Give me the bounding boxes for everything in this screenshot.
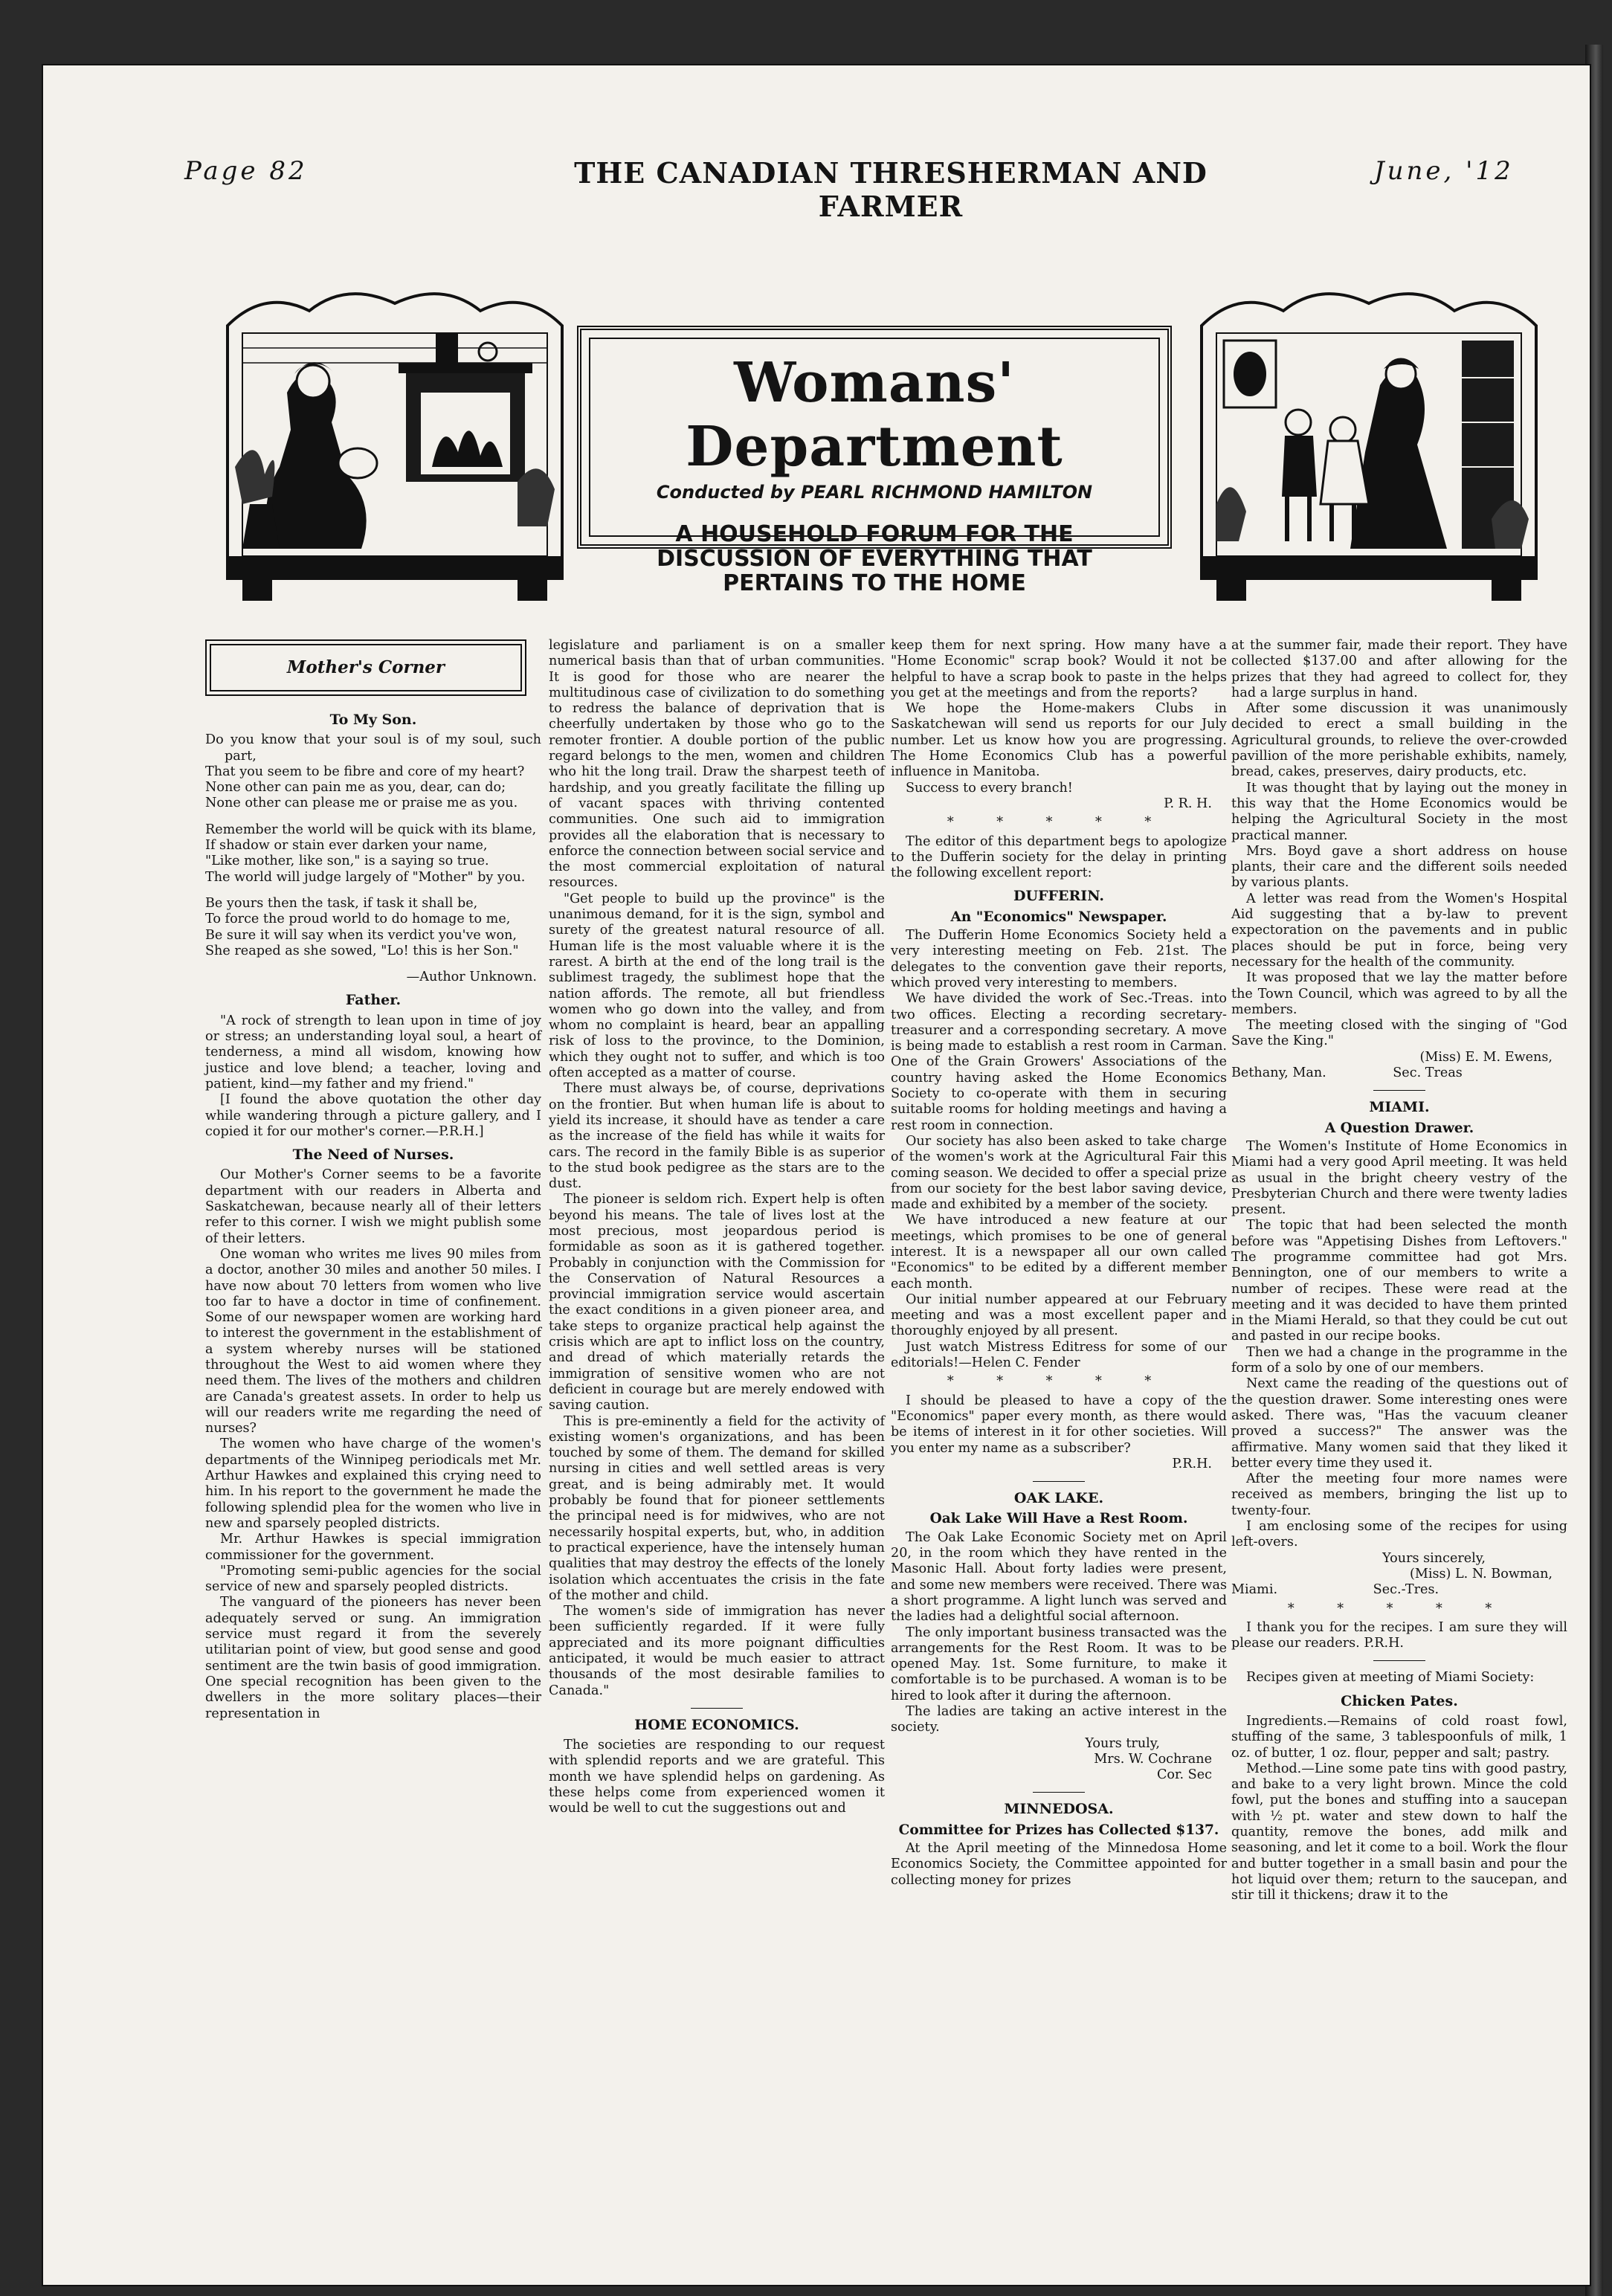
section-stars: * * * * * [947, 815, 1171, 831]
paragraph: keep them for next spring. How many have a "Home Economic" scrap book? Would it not be helpful to have a scrap book to paste in the helps you get at the meetings and from the reports? [891, 638, 1227, 700]
paragraph: Our society has also been asked to take charge of the women's work at the Agricultural Fair this coming season. We decided to offer a special prize from our society for the best labor saving device, made and exhibited by a member of the society. [891, 1133, 1227, 1213]
paragraph: This is pre-eminently a field for the activity of existing women's organizations, and has been touched by some of them. The demand for skilled nursing in cities and well settled areas is very great, and is being admirably met. It would probably be found that for pioneer settlements the principal need is for midwives, who are not necessarily hospital experts, but, who, in addition to practical experience, have the intensely human qualities that may destroy the effects of the lonely isolation which accentuates the crisis in the fate of the mother and child. [549, 1413, 885, 1603]
paragraph: The topic that had been selected the month before was "Appetising Dishes from Leftovers." The programme committee had got Mrs. Bennington, one of our members to write a number of recipes. These were read at the meeting and it was decided to have them printed in the Miami Herald, so that they could be cut out and pasted in our recipe books. [1231, 1218, 1567, 1344]
paragraph: The women who have charge of the women's departments of the Winnipeg periodicals met Mr. Arthur Hawkes and explained this crying need to him. In his report to the government he made the following splendid plea for the women who live in new and sparsely peopled districts. [205, 1436, 541, 1531]
paragraph: The only important business transacted was the arrangements for the Rest Room. It was to be opened May. 1st. Some furniture, to make it comfortable is to be purchased. A woman is to be hired to look after it during the afternoon. [891, 1625, 1227, 1703]
poem-line: None other can please me or praise me as you. [205, 796, 518, 811]
column-4 [1231, 638, 1567, 1904]
poem-line: The world will judge largely of "Mother" by you. [205, 869, 526, 885]
paragraph: After some discussion it was unanimously decided to erect a small building in the Agricultural grounds, to relieve the over-crowded pavillion of the more perishable exhibits, namely, bread, cakes, preserves, dairy products, etc. [1231, 701, 1567, 780]
page-number: Page 82 [184, 156, 308, 186]
poem-line: Remember the world will be quick with its blame, [205, 822, 537, 837]
paragraph: One woman who writes me lives 90 miles from a doctor, another 30 miles and another 50 miles. I have now about 70 letters from women who live too far to have a doctor in time of confinement. Some of our newspaper women are working hard to interest the government in the establishment of a system whereby nurses will be stationed throughout the West to aid women where they need them. The lives of the mothers and children are Canada's greatest assets. In order to help us will our readers write me regarding the need of nurses? [205, 1246, 541, 1436]
department-banner [175, 281, 1544, 616]
paragraph: We have introduced a new feature at our meetings, which promises to be one of general interest. It is a newspaper all our own called "Economics" to be edited by a different member each month. [891, 1213, 1227, 1292]
poem-line: To force the proud world to do homage to me, [205, 912, 511, 927]
paragraph: At the April meeting of the Minnedosa Home Economics Society, the Committee appointed for collecting money for prizes [891, 1841, 1227, 1888]
poem-stanza [205, 896, 541, 959]
signature: P.R.H. [1172, 1456, 1212, 1471]
paragraph: Mr. Arthur Hawkes is special immigration commissioner for the government. [205, 1532, 541, 1563]
mothers-corner-heading: Mother's Corner [205, 639, 526, 696]
paragraph: Success to every branch! [906, 780, 1073, 796]
poem-attribution: —Author Unknown. [406, 970, 537, 985]
paragraph: The Dufferin Home Economics Society held a very interesting meeting on Feb. 21st. The delegates to the convention gave their reports, which proved very interesting to members. [891, 928, 1227, 990]
poem-stanza [205, 822, 541, 886]
section-stars: * * * * * [947, 1374, 1171, 1390]
paragraph: I should be pleased to have a copy of the "Economics" paper every month, as there would be items of interest in it for other societies. Will you enter my name as a subscriber? [891, 1393, 1227, 1456]
paragraph: The women's side of immigration has never been sufficiently regarded. If it were fully appreciated and its more poignant difficulties anticipated, it would be much easier to attract thousands of the most desirable families to Canada." [549, 1604, 885, 1698]
column-2 [549, 638, 885, 1817]
signature: Yours sincerely, [1382, 1550, 1486, 1566]
signature: Cor. Sec [1156, 1767, 1212, 1783]
paragraph: I am enclosing some of the recipes for using left-overs. [1231, 1519, 1567, 1550]
poem-stanza [205, 732, 541, 811]
signature: P. R. H. [1164, 796, 1212, 811]
signature: (Miss) E. M. Ewens, [1419, 1049, 1553, 1065]
paragraph: After the meeting four more names were received as members, bringing the list up to twenty-four. [1231, 1471, 1567, 1518]
paragraph: "Promoting semi-public agencies for the social service of new and sparsely peopled districts. [205, 1563, 541, 1595]
oak-lake-title: OAK LAKE. [1013, 1490, 1104, 1507]
poem-line: Be sure it will say when its verdict you've won, [205, 927, 518, 943]
poem-line: Be yours then the task, if task it shall be, [205, 895, 478, 911]
miami-title: MIAMI. [1369, 1099, 1430, 1116]
signature: Yours truly, [1085, 1735, 1160, 1751]
paragraph: Method.—Line some pate tins with good pastry, and bake to a very light brown. Mince the cold fowl, put the bones and stuffing into a saucepan with ½ pt. water and stew down to half the quantity, remove the bones, add milk and seasoning, and let it come to a boil. Work the flour and butter together in a small basin and pour the hot liquid over them; return to the saucepan, and stir till it thickens; draw it to the [1231, 1761, 1567, 1903]
paragraph: Next came the reading of the questions out of the question drawer. Some interesting ones were asked. There was, "Has the vacuum cleaner proved a success?" The answer was the affirmative. Many women said that they liked it better every time they used it. [1231, 1376, 1567, 1471]
paragraph: Our Mother's Corner seems to be a favorite department with our readers in Alberta and Saskatchewan, because nearly all of their letters refer to this corner. I wish we might publish some of their letters. [205, 1167, 541, 1246]
section-stars: * * * * * [1287, 1601, 1512, 1616]
paragraph: The Oak Lake Economic Society met on April 20, in the room which they have rented in the Masonic Hall. About forty ladies were present, and some new members were received. There was a short programme. A light lunch was served and the ladies had a delightful social afternoon. [891, 1529, 1227, 1625]
section-rule [1033, 1481, 1085, 1482]
paragraph: We hope the Home-makers Clubs in Saskatchewan will send us reports for our July number. Let us know how you are progressing. The Home Economics Club has a powerful influence in Manitoba. [891, 701, 1227, 780]
department-tagline: A HOUSEHOLD FORUM FOR THE DISCUSSION OF EVERYTHING THAT PERTAINS TO THE HOME [657, 521, 1092, 596]
dufferin-title: DUFFERIN. [1013, 888, 1104, 905]
issue-date: June, '12 [1374, 156, 1514, 186]
recipe-title: Chicken Pates. [1341, 1692, 1458, 1709]
signature: (Miss) L. N. Bowman, [1409, 1566, 1553, 1581]
paragraph: It was thought that by laying out the money in this way that the Home Economics would be helping the Agricultural Society in the most practical manner. [1231, 780, 1567, 843]
paragraph: It was proposed that we lay the matter before the Town Council, which was agreed to by all the members. [1231, 970, 1567, 1017]
section-rule [1373, 1090, 1425, 1091]
paragraph: Our initial number appeared at our February meeting and was a most excellent paper and thoroughly enjoyed by all present. [891, 1292, 1227, 1339]
father-title: Father. [345, 992, 402, 1009]
dufferin-subtitle: An "Economics" Newspaper. [950, 909, 1167, 925]
department-conductor: Conducted by PEARL RICHMOND HAMILTON [656, 482, 1093, 503]
paragraph: Mrs. Boyd gave a short address on house plants, their care and the different soils needed by various plants. [1231, 843, 1567, 891]
home-economics-title: HOME ECONOMICS. [634, 1716, 799, 1733]
signature: Miami. Sec.-Tres. [1231, 1582, 1439, 1598]
paragraph: The pioneer is seldom rich. Expert help is often beyond his means. The tale of lives lost at the most precious, most jeopardous period is formidable as soon as it is gathered together. Probably in conjunction with the Commission for the Conservation of Natural Resources a provincial immigration service would ascertain the exact conditions in a given pioneer area, and take steps to organize practical help against the crisis which are apt to inflict loss on the country, and dread of which materially retards the immigration of sensitive women who are not deficient in courage but are merely endowed with saving caution. [549, 1192, 885, 1413]
paragraph: Ingredients.—Remains of cold roast fowl, stuffing of the same, 3 tablespoonfuls of milk, 1 oz. of butter, 1 oz. flour, pepper and salt; pastry. [1231, 1714, 1567, 1761]
section-rule [691, 1708, 743, 1709]
paragraph: "Get people to build up the province" is the unanimous demand, for it is the sign, symbol and surety of the greatest natural resource of all. Human life is the most valuable where it is the rarest. A birth at the end of the long trail is the sublimest tragedy, the sublimest hope that the nation affords. The remote, all but friendless women who go down into the valley, and from whom no complaint is heard, bear an appalling risk of loss to the province, to the Dominion, which they ought not to suffer, and which is too often accepted as a matter of course. [549, 891, 885, 1081]
oak-lake-subtitle: Oak Lake Will Have a Rest Room. [929, 1511, 1188, 1527]
mother-sewing-illustration [220, 281, 570, 608]
column-1 [205, 638, 541, 1722]
paragraph: The meeting closed with the singing of "God Save the King." [1231, 1018, 1567, 1049]
father-note: [I found the above quotation the other day while wandering through a picture gallery, and I copied it for our mother's corner.—P.R.H.] [205, 1092, 541, 1139]
paragraph: The Women's Institute of Home Economics in Miami had a very good April meeting. It was held as usual in the bright cheery vestry of the Presbyterian Church and there were twenty ladies present. [1231, 1138, 1567, 1218]
publication-title: THE CANADIAN THRESHERMAN AND FARMER [574, 156, 1208, 223]
title-box-inner-border [589, 338, 1160, 537]
section-rule [1033, 1792, 1085, 1793]
father-quote: "A rock of strength to lean upon in time of joy or stress; an understanding loyal soul, a heart of tenderness, a mind all wisdom, knowing how justice and love blend; a teacher, loving and patient, kind—my father and my friend." [205, 1013, 541, 1091]
paragraph: Then we had a change in the programme in the form of a solo by one of our members. [1231, 1344, 1567, 1376]
department-title-box [577, 326, 1172, 596]
minnedosa-subtitle: Committee for Prizes has Collected $137. [898, 1822, 1219, 1838]
section-rule [1373, 1660, 1425, 1661]
poem-title: To My Son. [329, 712, 417, 728]
paragraph: at the summer fair, made their report. They have collected $137.00 and after allowing for the prizes that they had agreed to collect for, they had a large surplus in hand. [1231, 638, 1567, 700]
paragraph: A letter was read from the Women's Hospital Aid suggesting that a by-law to prevent expectoration on the pavements and in public places should be put in force, being very necessary for the health of the community. [1231, 891, 1567, 970]
paragraph: I thank you for the recipes. I am sure they will please our readers. P.R.H. [1231, 1619, 1567, 1651]
poem-to-my-son [205, 732, 541, 959]
paragraph: Just watch Mistress Editress for some of our editorials!—Helen C. Fender [891, 1339, 1227, 1371]
poem-line: If shadow or stain ever darken your name, [205, 838, 488, 854]
paragraph: legislature and parliament is on a smaller numerical basis than that of urban communities. It is good for those who are nearer the multitudinous case of civilization to do something to redress the balance of deprivation that is cheerfully undertaken by those who go to the remoter frontier. A double portion of the public regard belongs to the men, women and children who hit the long trail. Draw the sharpest teeth of hardship, and you greatly facilitate the filling up of vacant spaces with thriving contented communities. One such aid to immigration provides all the elaboration that is necessary to enforce the connection between social service and the most commercial exploitation of natural resources. [549, 638, 885, 891]
nurses-title: The Need of Nurses. [292, 1147, 454, 1164]
poem-line: She reaped as she sowed, "Lo! this is her Son." [205, 943, 519, 958]
poem-line: "Like mother, like son," is a saying so true. [205, 854, 489, 869]
column-3 [891, 638, 1227, 1889]
signature: Mrs. W. Cochrane [1094, 1751, 1212, 1767]
poem-line: Do you know that your soul is of my soul, such part, [205, 732, 541, 764]
newspaper-page [43, 65, 1590, 2285]
paragraph: There must always be, of course, deprivations on the frontier. But when human life is about to yield its increase, it should have as tender a care as the increase of the field has while it waits for cars. The record in the family Bible is as superior to the stud book pedigree as the stars are to the dust. [549, 1081, 885, 1192]
poem-line: None other can pain me as you, dear, can do; [205, 780, 506, 796]
paragraph: The editor of this department begs to apologize to the Dufferin society for the delay in printing the following excellent report: [891, 833, 1227, 881]
miami-subtitle: A Question Drawer. [1324, 1120, 1474, 1136]
department-title: Womans' Department [686, 351, 1063, 479]
paragraph: We have divided the work of Sec.-Treas. into two offices. Electing a recording secretary-treasurer and a corresponding secretary. A move is being made to establish a rest room in Carman. One of the Grain Growers' Associations of the country having asked the Home Economics Society to co-operate with them in securing suitable rooms for holding meetings and having a rest room in connection. [891, 991, 1227, 1133]
mother-children-illustration [1194, 281, 1544, 608]
signature: Bethany, Man. Sec. Treas [1231, 1065, 1463, 1081]
minnedosa-title: MINNEDOSA. [1004, 1801, 1114, 1818]
paragraph: Recipes given at meeting of Miami Society: [1246, 1670, 1535, 1686]
paragraph: The ladies are taking an active interest in the society. [891, 1704, 1227, 1735]
poem-line: That you seem to be fibre and core of my heart? [205, 764, 525, 779]
paragraph: The vanguard of the pioneers has never been adequately served or sung. An immigration service must regard it from the severely utilitarian point of view, but good sense and good sentiment are the twin basis of good immigration. One special recognition has been given to the dwellers in the more solitary places—their representation in [205, 1595, 541, 1721]
paragraph: The societies are responding to our request with splendid reports and we are grateful. This month we have splendid helps on gardening. As these helps come from experienced women it would be well to cut the suggestions out and [549, 1738, 885, 1816]
